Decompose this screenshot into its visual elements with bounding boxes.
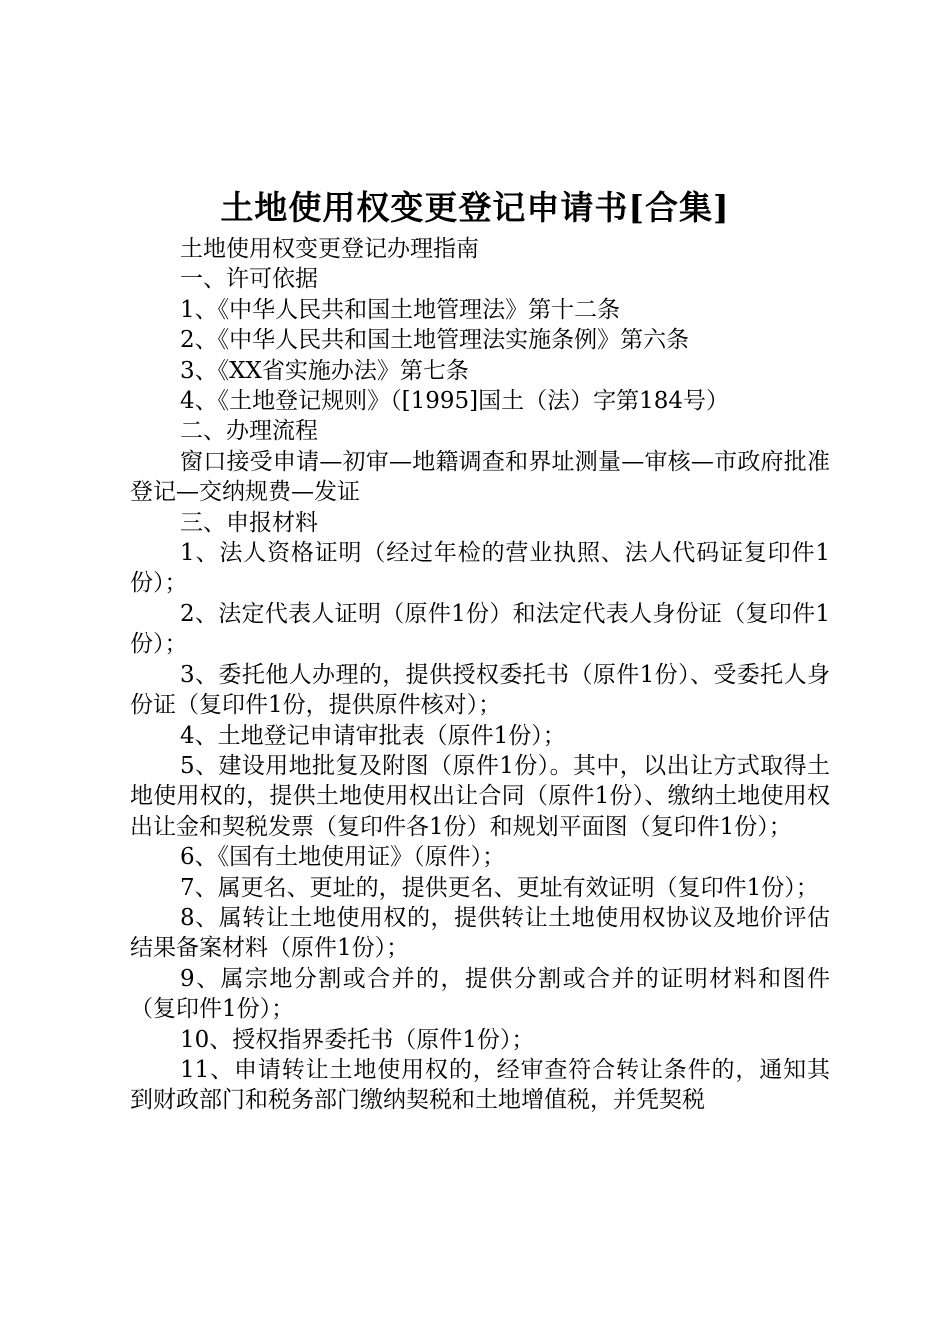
section-heading-materials: 三、申报材料 bbox=[180, 509, 318, 536]
list-item: 1、法人资格证明（经过年检的营业执照、法人代码证复印件1份）； bbox=[130, 540, 830, 597]
list-item: 11、申请转让土地使用权的，经审查符合转让条件的，通知其到财政部门和税务部门缴纳契税和土地增值税，并凭契税 bbox=[130, 1056, 830, 1114]
document-title: 土地使用权变更登记申请书[合集] bbox=[220, 188, 730, 227]
list-item: 1、《中华人民共和国土地管理法》第十二条 bbox=[180, 296, 621, 323]
list-item: 2、《中华人民共和国土地管理法实施条例》第六条 bbox=[180, 327, 690, 354]
document-body bbox=[130, 234, 830, 1116]
list-item: 3、委托他人办理的，提供授权委托书（原件1份）、受委托人身份证（复印件1份，提供原件核对）； bbox=[130, 661, 830, 719]
list-item: 8、属转让土地使用权的，提供转让土地使用权协议及地价评估结果备案材料（原件1份）； bbox=[130, 904, 830, 962]
list-item: 4、土地登记申请审批表（原件1份）； bbox=[180, 722, 566, 749]
list-item: 7、属更名、更址的，提供更名、更址有效证明（复印件1份）； bbox=[180, 874, 819, 901]
section-heading-basis: 一、许可依据 bbox=[180, 266, 318, 293]
list-item: 5、建设用地批复及附图（原件1份）。其中，以出让方式取得土地使用权的，提供土地使用权出让合同（原件1份）、缴纳土地使用权出让金和契税发票（复印件各1份）和规划平面图（复印件1份）； bbox=[130, 752, 830, 840]
list-item: 6、《国有土地使用证》（原件）； bbox=[180, 844, 506, 871]
list-item: 3、《XX省实施办法》第七条 bbox=[180, 357, 469, 384]
section-heading-process: 二、办理流程 bbox=[180, 418, 318, 445]
process-flow-paragraph: 窗口接受申请—初审—地籍调查和界址测量—审核—市政府批准登记—交纳规费—发证 bbox=[130, 448, 830, 506]
list-item: 4、《土地登记规则》（[1995]国土（法）字第184号） bbox=[180, 388, 730, 415]
paragraph-guide-title: 土地使用权变更登记办理指南 bbox=[180, 236, 479, 262]
list-item: 10、授权指界委托书（原件1份）； bbox=[180, 1026, 535, 1053]
list-item: 9、属宗地分割或合并的，提供分割或合并的证明材料和图件（复印件1份）； bbox=[130, 965, 830, 1023]
list-item: 2、法定代表人证明（原件1份）和法定代表人身份证（复印件1份）； bbox=[130, 600, 830, 658]
